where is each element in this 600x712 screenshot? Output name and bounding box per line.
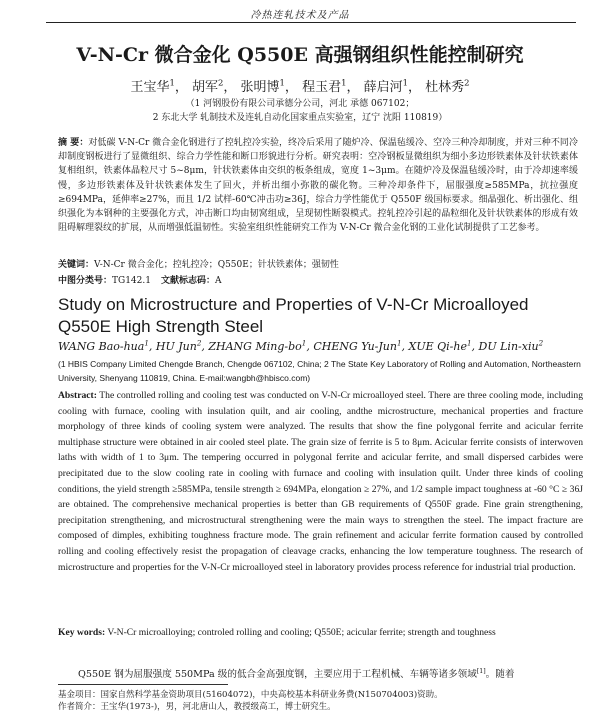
author-aff-mark: 1 [169,77,175,88]
authors-cn: 王宝华$^1$， 胡军$^2$， 张明博$^1$， 程玉君$^1$， 薛启河$^1$， 杜林秀$^2$ [130,77,470,95]
keywords-cn [58,257,578,270]
author-cn: 王宝华 [130,80,170,95]
doc-code-value: A [215,276,222,286]
author-aff-mark: 2 [196,338,202,348]
author-en: CHENG Yu-Jun [313,340,397,353]
doc-code-label: 文献标志码： [160,276,215,286]
abstract-cn-label: 摘 要： [58,138,89,148]
author-en: XUE Qi-he [408,340,467,353]
author-aff-mark: 1 [301,338,307,348]
header-rule [46,22,576,23]
affiliation-en: (1 HBIS Company Limited Chengde Branch, Chengde 067102, China; 2 The State Key Laboratory of Rolling and Automation, Northeastern University, Shenyang 110819, China. E-mail:wangbh@hbisco.com) [58,359,581,383]
author-aff-mark: 1 [396,338,402,348]
author-en: ZHANG Ming-bo [208,340,302,353]
author-aff-mark: 1 [144,338,149,348]
abstract-cn [58,136,578,235]
author-cn: 张明博 [240,80,280,95]
keywords-cn-label: 关键词： [58,260,95,270]
keywords-en-text: V-N-Cr microalloying; controled rolling and cooling; Q550E; acicular ferrite; strength and toughness [107,627,496,638]
authors-en: WANG Bao-hua$^1$, HU Jun$^2$, ZHANG Ming-$bo^1$, CHENG Yu-Jun$^1$, XUE $Qi-he^1$, DU Lin-xiu$^2$ [58,338,544,353]
clc-value: TG142.1 [112,276,151,286]
footnote-author: 作者简介：王宝华(1973-)，男，河北唐山人，教授级高工，博士研究生。 [58,702,336,712]
reference-mark: [1] [476,667,486,675]
running-header: 冷热连轧技术及产品 [250,10,350,21]
author-aff-mark: 2 [538,338,544,348]
author-cn: 胡军 [192,80,219,95]
author-aff-mark: 1 [341,77,347,88]
author-en: HU Jun [155,340,197,353]
body-first-line [58,666,588,680]
abstract-en-label: Abstract: [58,390,97,401]
author-aff-mark: 1 [402,77,408,88]
author-aff-mark: 1 [279,77,285,88]
title-cn: V-N-Cr 微合金化 Q550E 高强钢组织性能控制研究 [76,44,524,66]
author-cn: 薛启河 [363,80,403,95]
body-text-tail: 。随着 [485,669,515,680]
author-en: WANG Bao-hua [58,340,145,353]
abstract-cn-text: 对低碳 V-N-Cr 微合金化钢进行了控轧控冷实验，终冷后采用了随炉冷、保温毡缓冷、空冷三种冷却制度，并对三种不同冷却制度钢板进行了显微组织、综合力学性能和断口形貌进行分析。研究表明：空冷钢板显微组织为细小多边形铁素体及针状铁素体复相组织，铁素体晶粒尺寸 5~8μm，针状铁素体由交织的板条组成，宽度 1~3μm。在随炉冷及保温毡缓冷时，由于冷却速率缓慢，多边形铁素体及针状铁素体发生了回火，并析出细小弥散的碳化物。三种冷却条件下，屈服强度≥585MPa，抗拉强度≥694MPa，延伸率≥27%，而且 1/2 试样-60℃冲击功≥36J，综合力学性能优于 Q550F 级国标要求。细晶强化、析出强化、组织强化为本钢种的主要强化方式，冲击断口均由韧窝组成，呈现韧性断裂模式。控轧控冷引起的晶粒细化及针状铁素体的形成有效阻碍解理裂纹的扩展，从而增强低温韧性。实验室组织性能研究工作为 V-N-Cr 微合金化钢的工业化试制提供了工艺参考。 [58,138,578,234]
author-cn: 程玉君 [302,80,342,95]
author-cn: 杜林秀 [425,80,465,95]
affiliation-cn-1: （1 河钢股份有限公司承德分公司，河北 承德 067102； [185,99,415,109]
keywords-cn-text: V-N-Cr 微合金化；控轧控冷；Q550E；针状铁素体；强韧性 [94,260,339,270]
classification-cn [58,273,578,286]
keywords-en [58,625,583,641]
author-aff-mark: 2 [218,77,224,88]
abstract-en-text: The controlled rolling and cooling test was conducted on V-N-Cr microalloyed steel. There are three cooling mode, including cooling with furnace, cooling with insulation quilt, and air cooling, andthe microstructure, mechanical properties and fracture morphology of three kinds of cooling system were analyzed. The results that show the fine polygonal ferrite and acicular ferrite multiphase structure were obtained in air cooled steel plate. The grain size of ferrite is 5 to 8μm. Acicular ferrite consists of interwoven laths with width of 1 to 3μm. The tempering occurred in polygonal ferrite and acicular ferrite, and small dispersed carbides were precipitated due to the slow cooling rate in cooling with furnace and cooling with insulation quilt. Under three kinds of cooling conditions, the yield strength ≥585MPa, tensile strength ≥ 694MPa, elongation ≥ 27%, and 1/2 sample impact toughness at -60 °C ≥ 36J are obtained. The comprehensive mechanical properties is better than GB requirements of Q550F grade. Fine grain strengthening, precipitation strengthening, and microstructural strengthening were the main ways to strengthen the steel. The impact fracture are composed of dimples, exhibiting toughness fracture mode. The grain refinement and acicular ferrite formation caused by controlled rolling and cooling effectively resist the propagation of cleavage cracks, enhancing the low temperature toughness. The research of microstructure and properties for the V-N-Cr microalloyed steel in laboratory provides process reference for industrial trial production. [58,390,583,573]
author-en: DU Lin-xiu [478,340,539,353]
abstract-en [58,388,583,575]
title-en: Study on Microstructure and Properties of V-N-Cr Microalloyed Q550E High Strength Steel [58,295,529,336]
keywords-en-label: Key words: [58,627,106,638]
body-text: Q550E 钢为屈服强度 550MPa 级的低合金高强度钢，主要应用于工程机械、车辆等诸多领域 [78,669,477,680]
author-aff-mark: 2 [464,77,470,88]
footnote-rule [58,684,228,685]
clc-label: 中图分类号： [58,276,113,286]
affiliation-cn-2: 2 东北大学 轧制技术及连轧自动化国家重点实验室，辽宁 沈阳 110819） [152,113,448,123]
author-aff-mark: 1 [466,338,472,348]
footnote-fund: 基金项目：国家自然科学基金资助项目(51604072)，中央高校基本科研业务费(N150704003)资助。 [58,690,443,700]
